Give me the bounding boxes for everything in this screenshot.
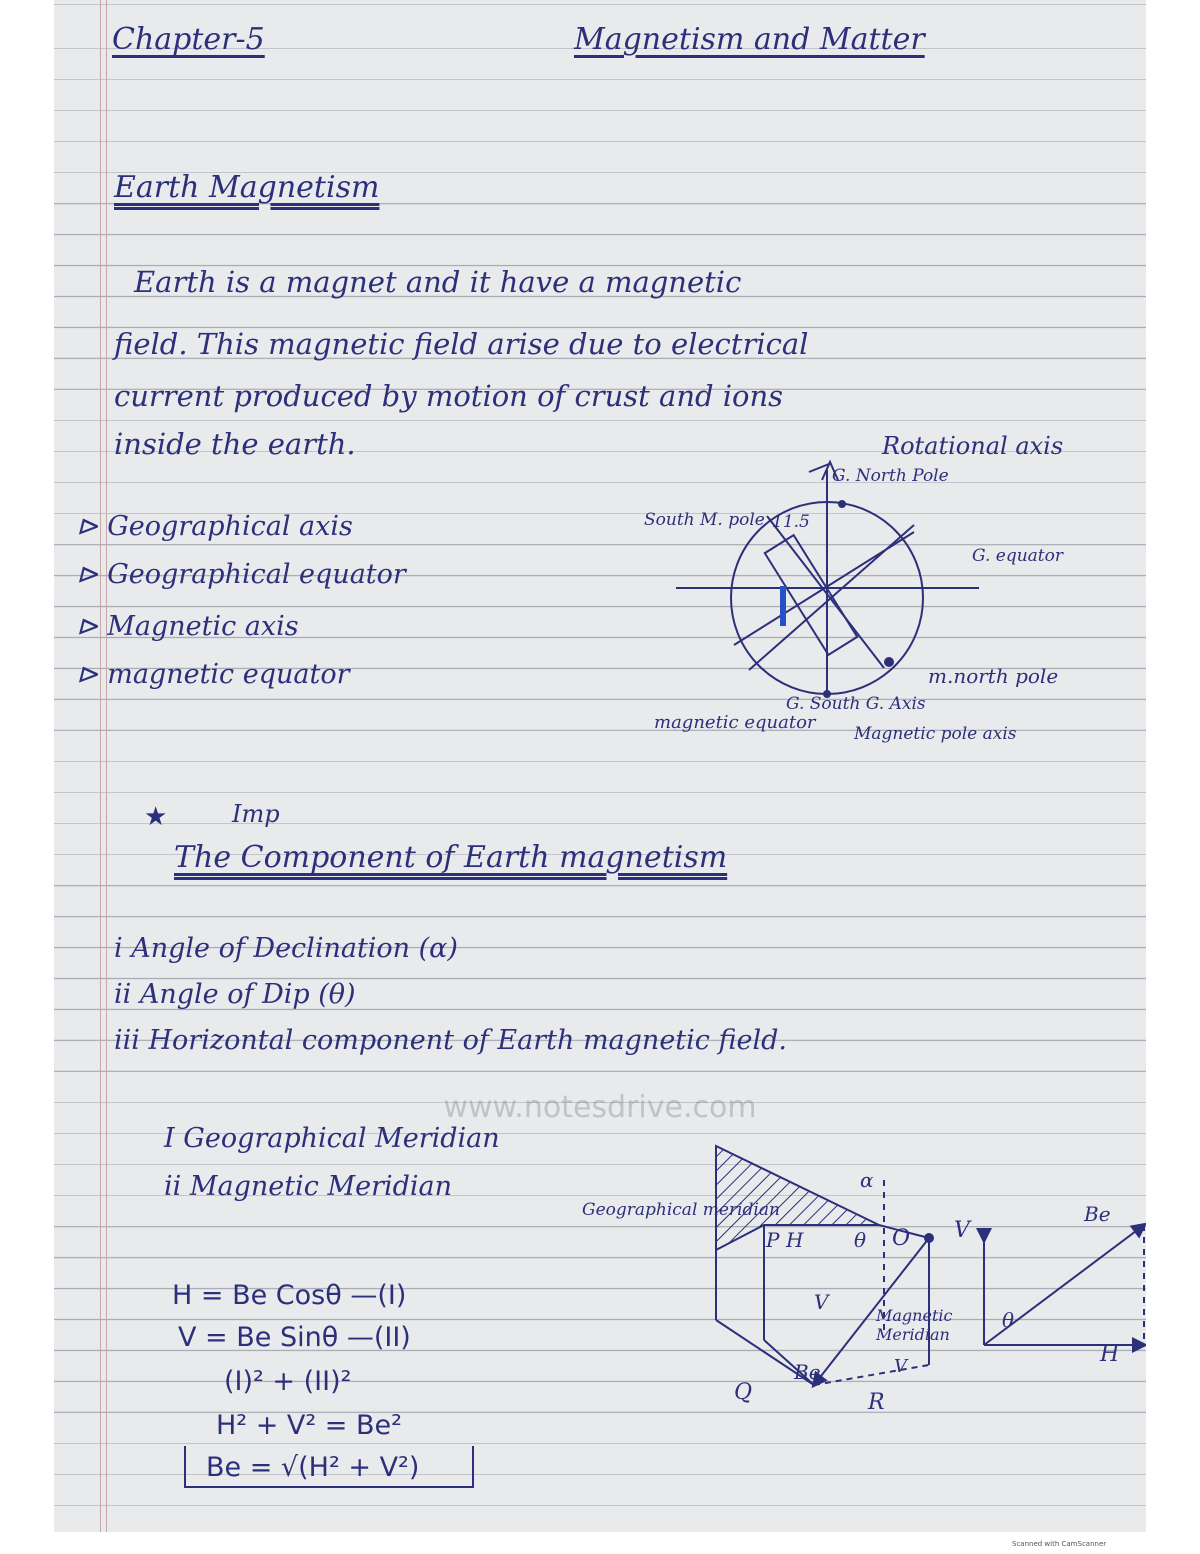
paragraph-line: current produced by motion of crust and ions (114, 379, 784, 413)
label-g-north-pole: G. North Pole (832, 466, 949, 486)
star-icon: ★ (144, 802, 168, 832)
label-magnetic-equator: magnetic equator (654, 712, 816, 733)
label-magnetic-axis: Magnetic pole axis (854, 724, 1017, 744)
label-r: R (868, 1390, 885, 1415)
equation-v: V = Be Sinθ —(II) (178, 1322, 411, 1353)
label-vector-v: V (954, 1218, 970, 1243)
label-be: Be (794, 1360, 821, 1384)
list-item: ⊳ Geographical axis (76, 511, 353, 542)
margin-line (100, 0, 101, 1532)
label-magnetic-meridian: Magnetic Meridian (876, 1306, 953, 1344)
label-g-equator: G. equator (972, 546, 1064, 566)
label-theta: θ (854, 1228, 867, 1252)
equation-h: H = Be Cosθ —(I) (172, 1280, 407, 1311)
label-o: O (892, 1226, 911, 1251)
list-item: i Angle of Declination (α) (114, 933, 458, 964)
chapter-title: Magnetism and Matter (574, 22, 925, 57)
paragraph-line: field. This magnetic field arise due to electrical (114, 327, 809, 361)
equation-sum: (I)² + (II)² (224, 1366, 352, 1397)
margin-line (106, 0, 107, 1532)
notebook-page (54, 0, 1146, 1532)
label-v-bottom: V (894, 1356, 907, 1377)
label-alpha: α (860, 1168, 874, 1192)
watermark: www.notesdrive.com (443, 1090, 757, 1125)
list-item: I Geographical Meridian (164, 1123, 500, 1154)
paragraph-line: Earth is a magnet and it have a magnetic (134, 265, 742, 299)
label-vector-h: H (1100, 1342, 1120, 1367)
label-vector-theta: θ (1002, 1308, 1015, 1332)
label-geo-meridian: Geographical meridian (582, 1200, 780, 1220)
list-item: ii Magnetic Meridian (164, 1171, 453, 1202)
equation-be: Be = √(H² + V²) (206, 1452, 420, 1483)
section-heading-components: The Component of Earth magnetism (174, 840, 728, 875)
label-angle: 11.5 (772, 512, 810, 532)
meridian-diagram (704, 1140, 1124, 1400)
chapter-label: Chapter-5 (112, 22, 265, 57)
label-g-south-axis: G. South G. Axis (786, 694, 926, 714)
label-south-m-pole: South M. pole (644, 510, 765, 530)
bar-magnet (765, 535, 857, 655)
pole-dot (838, 500, 846, 508)
label-p: P (766, 1228, 780, 1252)
section-heading-earth-magnetism: Earth Magnetism (114, 170, 380, 205)
list-item: iii Horizontal component of Earth magnetic field. (114, 1025, 787, 1056)
paragraph-line: inside the earth. (114, 427, 356, 461)
list-item: ⊳ Magnetic axis (76, 611, 299, 642)
list-item: ⊳ Geographical equator (76, 559, 406, 590)
label-q: Q (734, 1380, 753, 1405)
label-rotational-axis: Rotational axis (882, 432, 1064, 460)
list-item: ⊳ magnetic equator (76, 659, 350, 690)
label-m-north-pole: m.north pole (928, 664, 1059, 688)
list-item: ii Angle of Dip (θ) (114, 979, 356, 1010)
label-h: H (786, 1228, 804, 1252)
scanner-credit: Scanned with CamScanner (1012, 1540, 1107, 1548)
pole-dot (884, 657, 894, 667)
result-bracket (184, 1446, 474, 1488)
label-v: V (814, 1290, 829, 1314)
equation-squares: H² + V² = Be² (216, 1410, 402, 1441)
imp-label: Imp (232, 800, 280, 828)
label-vector-be: Be (1084, 1202, 1111, 1226)
blue-mark (780, 586, 786, 626)
